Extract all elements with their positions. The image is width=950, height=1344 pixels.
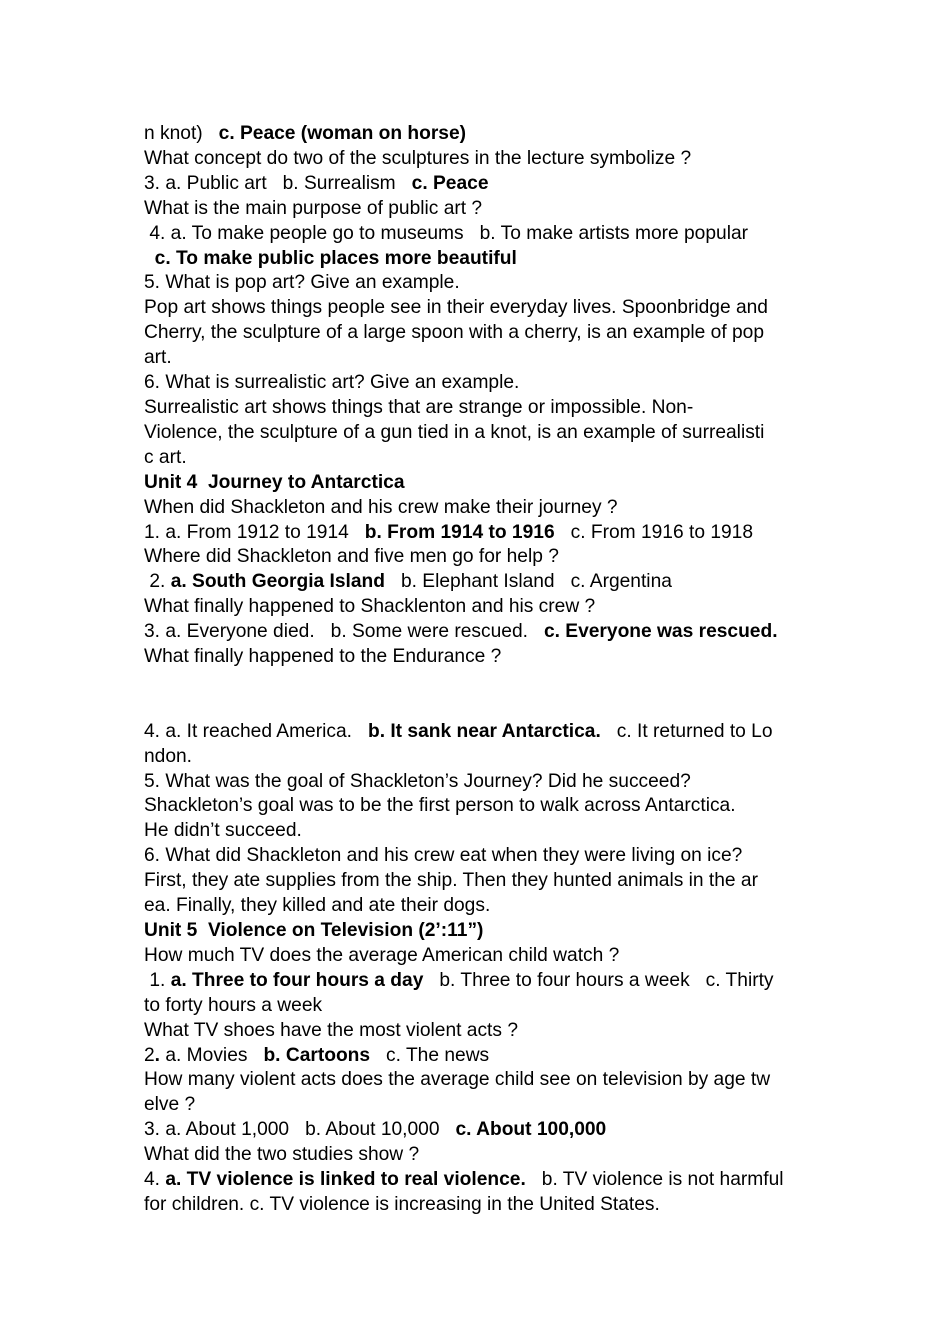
text-line xyxy=(144,570,814,595)
text-line xyxy=(144,869,814,894)
text-line xyxy=(144,172,814,197)
text-run: c. The news xyxy=(370,1044,490,1066)
text-run: Cherry, the sculpture of a large spoon with a cherry, is an example of pop xyxy=(144,322,765,344)
bold-text: Unit 4 Journey to Antarctica xyxy=(144,471,405,493)
text-line xyxy=(144,247,814,272)
text-run: What finally happened to the Endurance ? xyxy=(144,646,502,668)
text-run: 4. xyxy=(144,1169,166,1191)
text-run: to forty hours a week xyxy=(144,994,323,1016)
text-line xyxy=(144,521,814,546)
bold-text: a. TV violence is linked to real violence. xyxy=(165,1169,526,1191)
text-run: First, they ate supplies from the ship. Then they hunted animals in the ar xyxy=(144,870,758,892)
text-line xyxy=(144,595,814,620)
text-line xyxy=(144,1143,814,1168)
text-run: What finally happened to Shacklenton and his crew ? xyxy=(144,596,596,618)
text-run: 6. What did Shackleton and his crew eat when they were living on ice? xyxy=(144,845,743,867)
text-line xyxy=(144,222,814,247)
bold-text: . xyxy=(154,1044,161,1066)
bold-text: a. Three to four hours a day xyxy=(170,969,424,991)
text-run: Pop art shows things people see in their everyday lives. Spoonbridge and xyxy=(144,297,768,319)
text-line xyxy=(144,1068,814,1093)
document-body xyxy=(144,122,814,1218)
text-line xyxy=(144,969,814,994)
text-run: art. xyxy=(144,347,172,369)
text-line xyxy=(144,321,814,346)
text-run: Shackleton’s goal was to be the first person to walk across Antarctica. xyxy=(144,795,736,817)
text-run xyxy=(144,248,155,269)
bold-text: c. Everyone was rescued. xyxy=(543,621,778,643)
text-line xyxy=(144,271,814,296)
text-line xyxy=(144,745,814,770)
text-run: b. Three to four hours a week c. Thirty xyxy=(423,969,774,991)
text-run: c art. xyxy=(144,446,187,468)
text-run: What TV shoes have the most violent acts ? xyxy=(144,1019,518,1041)
bold-text: c. Peace (woman on horse) xyxy=(218,123,467,144)
text-run: 2 xyxy=(144,1044,155,1066)
text-line xyxy=(144,545,814,570)
text-run: 2. xyxy=(144,571,171,593)
text-run: When did Shackleton and his crew make their journey ? xyxy=(144,496,618,518)
text-run: b. TV violence is not harmful xyxy=(525,1169,784,1191)
text-run: b. Elephant Island c. Argentina xyxy=(384,571,672,593)
text-line xyxy=(144,894,814,919)
bold-text: a. South Georgia Island xyxy=(170,571,385,593)
text-run: What did the two studies show ? xyxy=(144,1144,420,1166)
text-line xyxy=(144,944,814,969)
text-run: How many violent acts does the average child see on television by age tw xyxy=(144,1069,771,1091)
text-line xyxy=(144,471,814,496)
text-line xyxy=(144,446,814,471)
text-run: How much TV does the average American child watch ? xyxy=(144,944,620,966)
text-run: ndon. xyxy=(144,745,193,767)
text-line xyxy=(144,346,814,371)
text-run: ea. Finally, they killed and ate their dogs. xyxy=(144,895,491,917)
text-run: 3. a. About 1,000 b. About 10,000 xyxy=(144,1119,456,1141)
text-run: He didn’t succeed. xyxy=(144,820,302,842)
bold-text: c. Peace xyxy=(411,172,489,194)
text-line xyxy=(144,421,814,446)
text-run: 3. a. Everyone died. b. Some were rescued. xyxy=(144,621,544,643)
text-line xyxy=(144,919,814,944)
text-line xyxy=(144,1019,814,1044)
text-line xyxy=(144,844,814,869)
text-run: c. It returned to Lo xyxy=(600,720,773,742)
text-line xyxy=(144,1118,814,1143)
text-run: 3. a. Public art b. Surrealism xyxy=(144,172,412,194)
bold-text: c. About 100,000 xyxy=(455,1119,607,1141)
text-line xyxy=(144,819,814,844)
text-run: for children. c. TV violence is increasing in the United States. xyxy=(144,1193,660,1215)
text-run: 1. a. From 1912 to 1914 xyxy=(144,521,365,543)
text-run: a. Movies xyxy=(160,1044,264,1066)
text-run: What is the main purpose of public art ? xyxy=(144,197,483,219)
text-run: elve ? xyxy=(144,1094,196,1116)
text-line xyxy=(144,396,814,421)
text-line xyxy=(144,620,814,645)
text-line xyxy=(144,1093,814,1118)
text-line xyxy=(144,720,814,745)
text-line xyxy=(144,147,814,172)
blank-space xyxy=(144,670,814,720)
bold-text: b. From 1914 to 1916 xyxy=(364,521,555,543)
text-line xyxy=(144,371,814,396)
text-run: Surrealistic art shows things that are strange or impossible. Non- xyxy=(144,396,694,418)
text-line xyxy=(144,1044,814,1069)
text-line xyxy=(144,994,814,1019)
text-run: Where did Shackleton and five men go for help ? xyxy=(144,546,559,568)
text-line xyxy=(144,122,814,147)
text-run: What concept do two of the sculptures in the lecture symbolize ? xyxy=(144,147,692,169)
text-line xyxy=(144,1168,814,1193)
text-run: 1. xyxy=(144,969,171,991)
text-run: 4. a. It reached America. xyxy=(144,720,368,742)
text-line xyxy=(144,296,814,321)
text-run: 5. What was the goal of Shackleton’s Journey? Did he succeed? xyxy=(144,770,691,792)
text-line xyxy=(144,770,814,795)
text-line xyxy=(144,496,814,521)
bold-text: c. To make public places more beautiful xyxy=(154,247,517,269)
text-run: c. From 1916 to 1918 xyxy=(554,521,754,543)
text-line xyxy=(144,645,814,670)
text-run: 4. a. To make people go to museums b. To make artists more popular xyxy=(144,222,749,244)
text-run: 5. What is pop art? Give an example. xyxy=(144,272,460,294)
bold-text: Unit 5 Violence on Television (2’:11”) xyxy=(144,919,484,941)
text-line xyxy=(144,1193,814,1218)
bold-text: b. Cartoons xyxy=(263,1044,371,1066)
bold-text: b. It sank near Antarctica. xyxy=(367,720,601,742)
text-run: Violence, the sculpture of a gun tied in a knot, is an example of surrealisti xyxy=(144,421,765,443)
text-line xyxy=(144,197,814,222)
text-line xyxy=(144,794,814,819)
text-run: n knot) xyxy=(144,123,219,144)
text-run: 6. What is surrealistic art? Give an example. xyxy=(144,372,520,394)
